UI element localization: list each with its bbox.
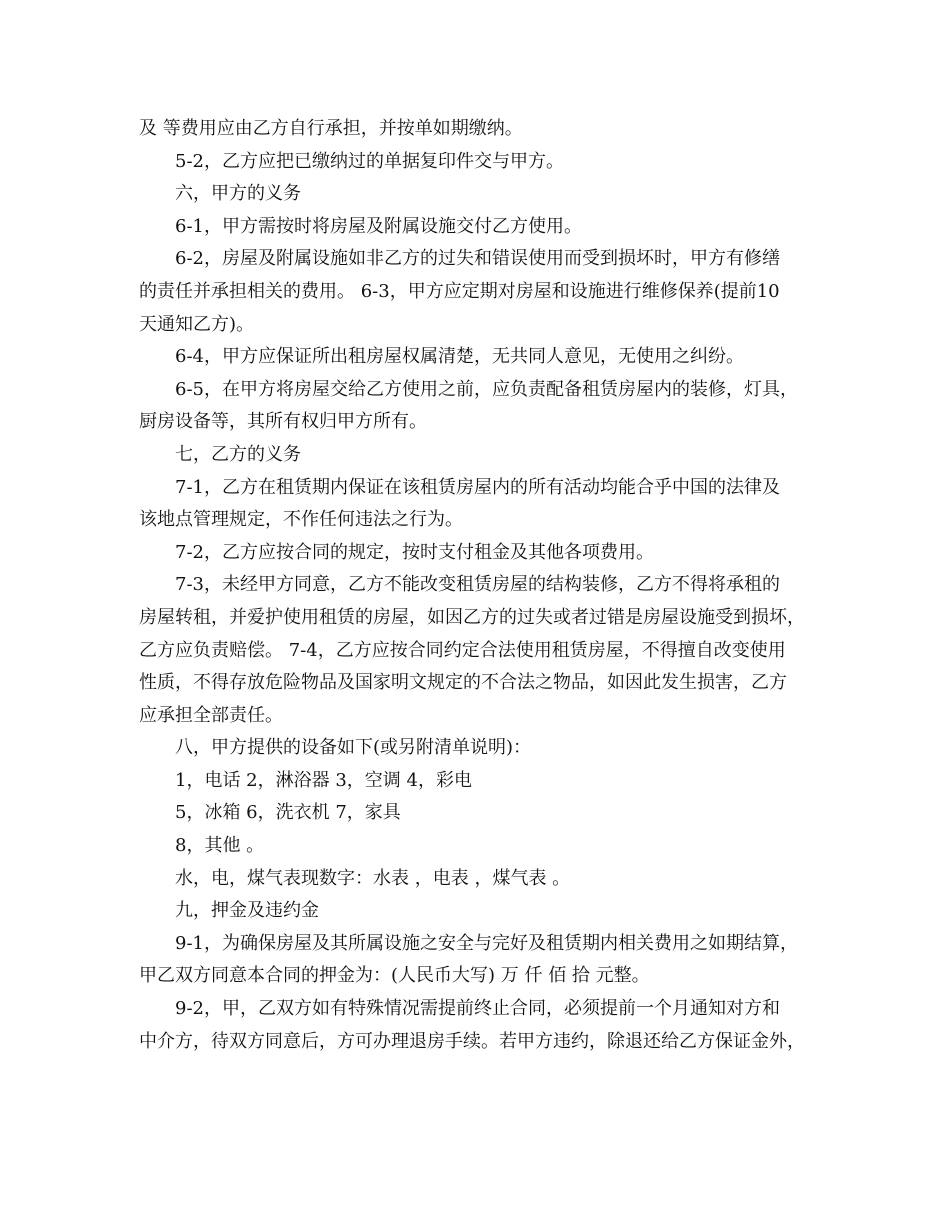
text-line: 5-2，乙方应把已缴纳过的单据复印件交与甲方。 xyxy=(175,150,564,172)
text-line: 9-2，甲，乙双方如有特殊情况需提前终止合同，必须提前一个月通知对方和 xyxy=(175,998,780,1020)
text-line: 乙方应负责赔偿。 7-4，乙方应按合同约定合法使用租赁房屋，不得擅自改变使用 xyxy=(139,639,786,661)
text-line: 该地点管理规定，不作任何违法之行为。 xyxy=(139,509,463,531)
text-line: 七，乙方的义务 xyxy=(175,443,301,465)
text-line: 六，甲方的义务 xyxy=(175,183,301,205)
text-line: 的责任并承担相关的费用。 6-3，甲方应定期对房屋和设施进行维修保养(提前10 xyxy=(139,280,780,302)
text-line: 7-3，未经甲方同意，乙方不能改变租赁房屋的结构装修，乙方不得将承租的 xyxy=(175,574,780,596)
text-line: 甲乙双方同意本合同的押金为：(人民币大写) 万 仟 佰 拾 元整。 xyxy=(139,965,650,987)
text-line: 6-2，房屋及附属设施如非乙方的过失和错误使用而受到损坏时，甲方有修缮 xyxy=(175,248,780,270)
text-line: 6-5，在甲方将房屋交给乙方使用之前，应负责配备租赁房屋内的装修，灯具， xyxy=(175,378,798,400)
text-line: 八，甲方提供的设备如下(或另附清单说明)： xyxy=(175,737,532,759)
text-line: 6-4，甲方应保证所出租房屋权属清楚，无共同人意见，无使用之纠纷。 xyxy=(175,346,744,368)
text-line: 中介方，待双方同意后，方可办理退房手续。若甲方违约，除退还给乙方保证金外， xyxy=(139,1030,805,1052)
text-line: 5，冰箱 6，洗衣机 7，家具 xyxy=(175,802,401,824)
text-line: 房屋转租，并爱护使用租赁的房屋，如因乙方的过失或者过错是房屋设施受到损坏， xyxy=(139,606,805,628)
text-line: 及 等费用应由乙方自行承担，并按单如期缴纳。 xyxy=(139,118,523,139)
text-line: 性质，不得存放危险物品及国家明文规定的不合法之物品，如因此发生损害，乙方 xyxy=(139,672,787,694)
document-body xyxy=(139,113,819,1058)
text-line: 6-1，甲方需按时将房屋及附属设施交付乙方使用。 xyxy=(175,215,582,237)
text-line: 9-1，为确保房屋及其所属设施之安全与完好及租赁期内相关费用之如期结算， xyxy=(175,932,798,954)
text-line: 1，电话 2，淋浴器 3，空调 4，彩电 xyxy=(175,769,472,791)
text-line: 厨房设备等，其所有权归甲方所有。 xyxy=(139,411,427,433)
text-line: 7-2，乙方应按合同的规定，按时支付租金及其他各项费用。 xyxy=(175,541,654,563)
text-line: 应承担全部责任。 xyxy=(139,704,283,726)
text-line: 天通知乙方)。 xyxy=(139,313,255,335)
text-line: 7-1，乙方在租赁期内保证在该租赁房屋内的所有活动均能合乎中国的法律及 xyxy=(175,476,780,498)
text-line: 水，电，煤气表现数字：水表 ，电表 ，煤气表 。 xyxy=(175,867,571,889)
text-line: 九，押金及违约金 xyxy=(175,900,319,922)
text-line: 8，其他 。 xyxy=(175,835,265,857)
